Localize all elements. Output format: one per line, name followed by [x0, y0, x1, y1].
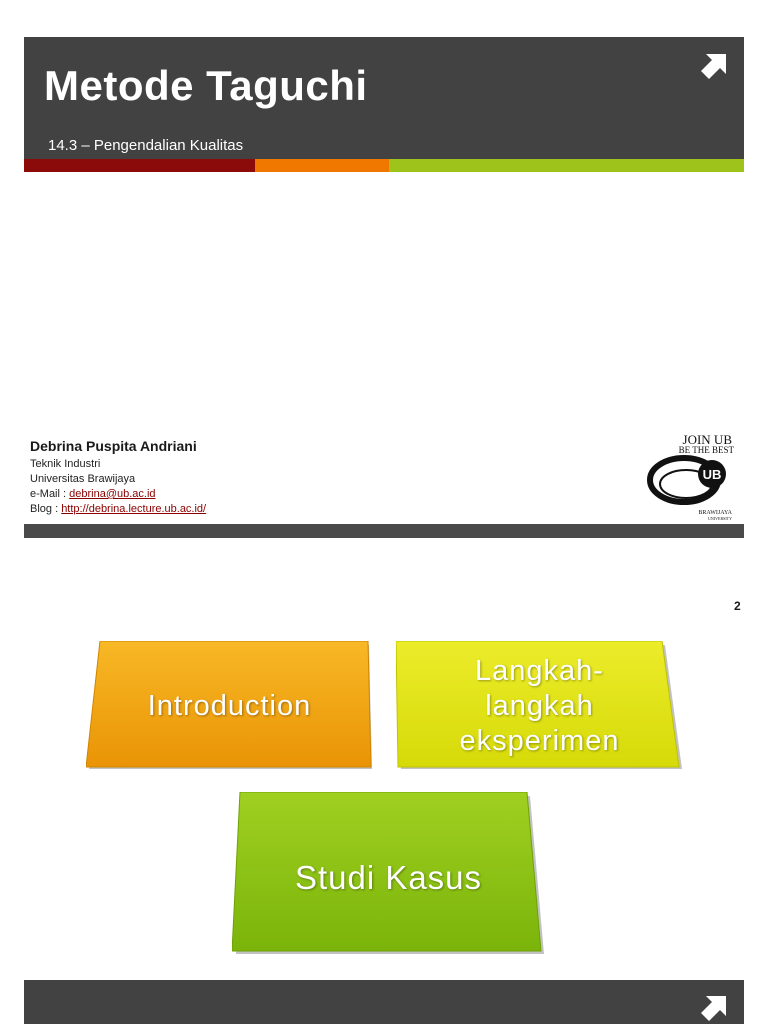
diagonal-arrow-icon — [700, 50, 730, 80]
slide3-title-banner — [24, 980, 744, 1024]
ub-logo — [646, 430, 738, 522]
page-number: 2 — [734, 599, 741, 613]
tile-studi-kasus[interactable] — [232, 792, 545, 956]
stripe-orange — [255, 159, 389, 172]
tile-introduction-label: Introduction — [147, 690, 312, 722]
diagonal-arrow-icon — [700, 992, 730, 1022]
email-label: e-Mail : — [30, 488, 70, 500]
author-university: Universitas Brawijaya — [30, 473, 136, 485]
svg-text:UNIVERSITY: UNIVERSITY — [708, 516, 732, 521]
svg-text:BE THE BEST: BE THE BEST — [678, 445, 734, 455]
stripe-red — [24, 159, 255, 172]
email-link[interactable]: debrina@ub.ac.id — [69, 488, 156, 500]
author-email-line — [30, 488, 156, 500]
author-name: Debrina Puspita Andriani — [30, 438, 197, 454]
slide1-footer-bar — [24, 524, 744, 538]
blog-label: Blog : — [30, 503, 62, 515]
svg-text:BRAWIJAYA: BRAWIJAYA — [698, 510, 732, 516]
author-department: Teknik Industri — [30, 458, 101, 470]
tile-introduction[interactable] — [86, 641, 373, 772]
blog-link[interactable]: http://debrina.lecture.ub.ac.id/ — [61, 503, 207, 515]
tile-langkah-label: Langkah- langkah eksperimen — [459, 655, 620, 757]
tile-studi-kasus-label: Studi Kasus — [294, 859, 483, 896]
tile-langkah-eksperimen[interactable] — [396, 641, 683, 772]
stripe-green — [389, 159, 744, 172]
svg-text:JOIN UB: JOIN UB — [682, 432, 732, 447]
author-blog-line — [30, 503, 206, 515]
slide-title: Metode Taguchi — [44, 62, 368, 109]
svg-text:UB: UB — [702, 467, 722, 482]
slide-subtitle: 14.3 – Pengendalian Kualitas — [48, 137, 244, 154]
